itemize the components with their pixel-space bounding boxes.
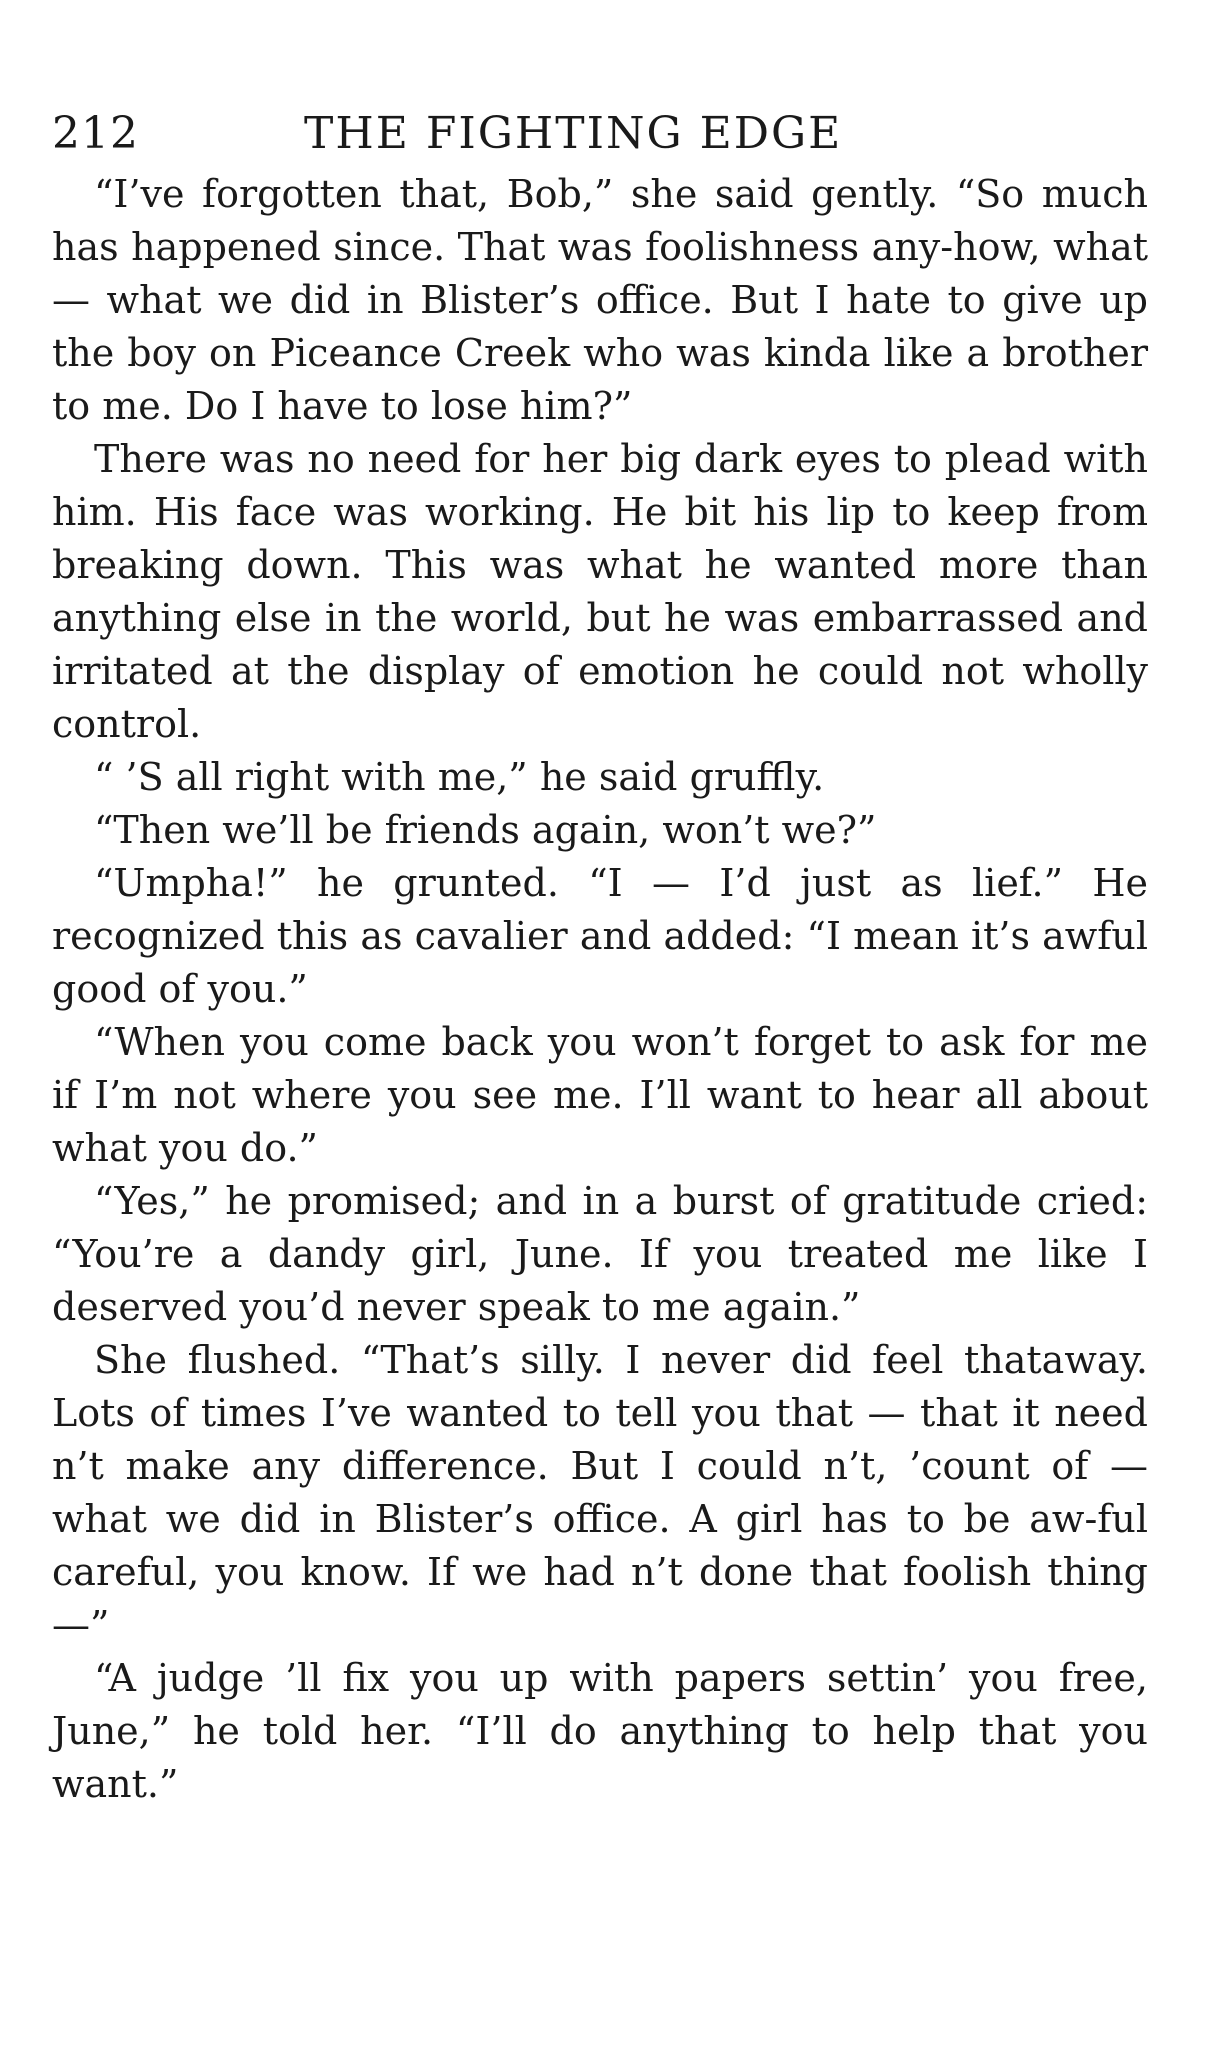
paragraph: “A judge ’ll fix you up with papers settin’ you free, June,” he told her. “I’ll do anything to help that you want.” <box>52 1656 1148 1806</box>
running-head <box>52 100 1148 168</box>
book-title: THE FIGHTING EDGE <box>304 108 843 159</box>
body-text <box>52 168 1148 1811</box>
book-page <box>52 100 1148 1811</box>
paragraph: There was no need for her big dark eyes to plead with him. His face was working. He bit his lip to keep from breaking down. This was what he wanted more than anything else in the world, but he was embarrassed and irritated at the display of emotion he could not wholly control. <box>52 437 1148 746</box>
page-number: 212 <box>52 108 139 159</box>
paragraph: “When you come back you won’t forget to ask for me if I’m not where you see me. I’ll want to hear all about what you do.” <box>52 1020 1148 1170</box>
paragraph: She flushed. “That’s silly. I never did feel thataway. Lots of times I’ve wanted to tell you that — that it need n’t make any difference. But I could n’t, ’count of — what we did in Blister’s office. A girl has to be aw-ful careful, you know. If we had n’t done that foolish thing —” <box>52 1338 1148 1647</box>
paragraph: “Then we’ll be friends again, won’t we?” <box>94 808 877 852</box>
paragraph: “ ’S all right with me,” he said gruffly. <box>94 755 825 799</box>
paragraph: “I’ve forgotten that, Bob,” she said gently. “So much has happened since. That was foolishness any-how, what — what we did in Blister’s office. But I hate to give up the boy on Piceance Creek who was kinda like a brother to me. Do I have to lose him?” <box>52 172 1148 428</box>
paragraph: “Umpha!” he grunted. “I — I’d just as lief.” He recognized this as cavalier and added: “I mean it’s awful good of you.” <box>52 861 1148 1011</box>
paragraph: “Yes,” he promised; and in a burst of gratitude cried: “You’re a dandy girl, June. If you treated me like I deserved you’d never speak to me again.” <box>52 1179 1148 1329</box>
